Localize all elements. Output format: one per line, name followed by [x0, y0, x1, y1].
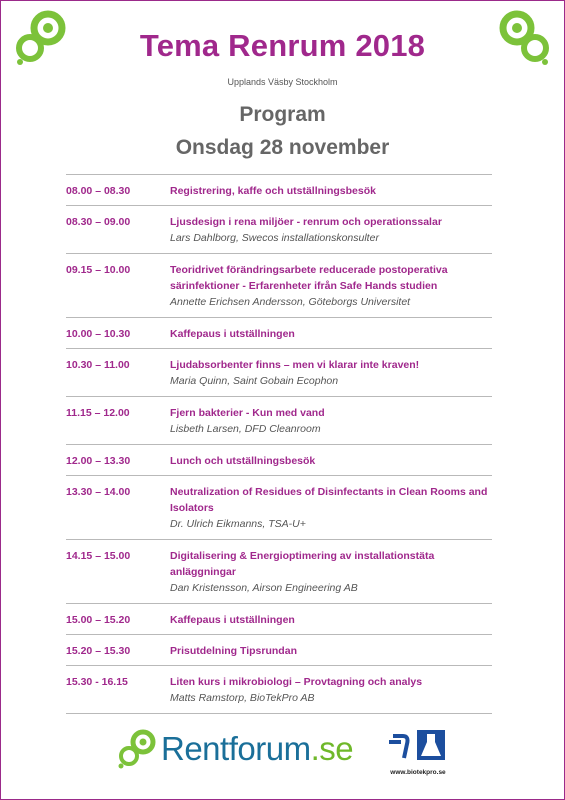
schedule-topic: Fjern bakterier - Kun med vand [170, 407, 325, 419]
schedule-content [170, 484, 492, 533]
schedule-row [66, 397, 492, 445]
schedule-time: 10.30 – 11.00 [66, 359, 130, 371]
schedule-time: 15.20 – 15.30 [66, 645, 131, 657]
schedule-topic: Kaffepaus i utställningen [170, 328, 295, 340]
schedule-row [66, 206, 492, 254]
page-title: Tema Renrum 2018 [139, 28, 426, 63]
schedule-row [66, 540, 492, 604]
schedule-time: 08.00 – 08.30 [66, 185, 131, 197]
schedule-topic: Digitalisering & Energioptimering av installationstäta anläggningar [170, 550, 435, 578]
schedule-content [170, 357, 492, 390]
schedule-time: 15.00 – 15.20 [66, 614, 131, 626]
schedule-speaker: Matts Ramstorp, BioTekPro AB [170, 692, 315, 704]
schedule-content [170, 326, 492, 342]
brand-name: Rentforum.se [161, 730, 354, 767]
schedule-row [66, 604, 492, 635]
schedule-time: 15.30 - 16.15 [66, 676, 128, 688]
schedule-content [170, 674, 492, 707]
schedule-topic: Lunch och utställningsbesök [170, 455, 316, 467]
schedule-content [170, 183, 492, 199]
schedule-speaker: Maria Quinn, Saint Gobain Ecophon [170, 375, 339, 387]
schedule-row [66, 174, 492, 206]
schedule-content [170, 643, 492, 659]
schedule-speaker: Lisbeth Larsen, DFD Cleanroom [170, 423, 321, 435]
schedule-topic: Ljusdesign i rena miljöer - renrum och operationssalar [170, 216, 442, 228]
date-heading: Onsdag 28 november [175, 136, 390, 159]
biotekpro-logo [385, 728, 451, 776]
schedule-topic: Prisutdelning Tipsrundan [170, 645, 297, 657]
schedule-list [66, 174, 492, 714]
biotekpro-flask-icon [387, 728, 449, 762]
schedule-topic: Neutralization of Residues of Disinfectants in Clean Rooms and Isolators [170, 486, 488, 514]
schedule-speaker: Lars Dahlborg, Swecos installationskonsulter [170, 232, 379, 244]
rentforum-rings-icon [117, 729, 157, 769]
schedule-row [66, 445, 492, 476]
schedule-content [170, 405, 492, 438]
schedule-content [170, 453, 492, 469]
schedule-row [66, 349, 492, 397]
biotekpro-url: www.biotekpro.se [390, 769, 446, 776]
schedule-time: 14.15 – 15.00 [66, 550, 131, 562]
schedule-topic: Liten kurs i mikrobiologi – Provtagning och analys [170, 676, 423, 688]
schedule-time: 12.00 – 13.30 [66, 455, 131, 467]
schedule-content [170, 548, 492, 597]
schedule-topic: Teoridrivet förändringsarbete reducerade postoperativa särinfektioner - Erfarenheter ifrån Safe Hands studien [170, 264, 448, 292]
schedule-time: 11.15 – 12.00 [66, 407, 130, 419]
schedule-topic: Kaffepaus i utställningen [170, 614, 295, 626]
schedule-row [66, 476, 492, 540]
schedule-row [66, 635, 492, 666]
schedule-time: 09.15 – 10.00 [66, 264, 131, 276]
schedule-content [170, 214, 492, 247]
schedule-time: 08.30 – 09.00 [66, 216, 131, 228]
schedule-row [66, 318, 492, 349]
schedule-time: 10.00 – 10.30 [66, 328, 131, 340]
schedule-content [170, 612, 492, 628]
schedule-topic: Registrering, kaffe och utställningsbesök [170, 185, 376, 197]
program-heading: Program [239, 103, 326, 126]
schedule-row [66, 254, 492, 318]
schedule-speaker: Annette Erichsen Andersson, Göteborgs Universitet [170, 296, 411, 308]
schedule-content [170, 262, 492, 311]
rentforum-logo [117, 727, 353, 771]
location-subtitle: Upplands Väsby Stockholm [227, 77, 338, 87]
schedule-row [66, 666, 492, 714]
schedule-speaker: Dr. Ulrich Eikmanns, TSA-U+ [170, 518, 306, 530]
schedule-speaker: Dan Kristensson, Airson Engineering AB [170, 582, 358, 594]
schedule-topic: Ljudabsorbenter finns – men vi klarar inte kraven! [170, 359, 420, 371]
schedule-time: 13.30 – 14.00 [66, 486, 131, 498]
